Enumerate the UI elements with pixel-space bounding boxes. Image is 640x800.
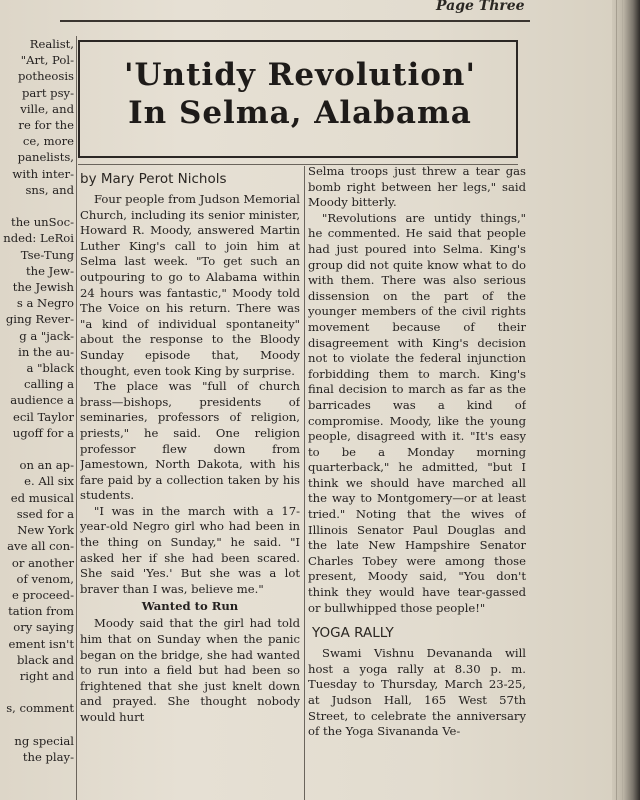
left-column-line: e proceed- <box>11 587 74 602</box>
left-column-line: black and <box>16 652 74 667</box>
left-column-line: in the au- <box>18 344 74 359</box>
article-paragraph: Four people from Judson Memorial Church, including its senior minister, Howard R. Moody, answered Martin Luther King's call to join him at Selma last week. "To get such an outpouring to go to Alabama within 24 hours was fantastic," Moody told The Voice on his return. There was "a kind of individual spontaneity" about the response to the Bloody Sunday episode that, Moody thought, even took King by surprise. <box>80 192 300 378</box>
left-column-line: audience a <box>10 393 74 408</box>
left-column-line <box>0 717 74 733</box>
left-column-line: the Jew- <box>25 263 74 278</box>
headline <box>80 56 520 132</box>
byline: by Mary Perot Nichols <box>80 171 227 187</box>
left-column-line: ement isn't <box>8 636 74 651</box>
right-column <box>308 164 526 800</box>
left-column-line: panelists, <box>17 150 74 165</box>
left-column-line: s a Negro <box>16 296 74 311</box>
left-column-line: ave all con- <box>7 539 74 554</box>
left-column-line: a "black <box>26 361 74 376</box>
headline-line-1: 'Untidy Revolution' <box>124 57 476 93</box>
subheading: Wanted to Run <box>141 599 239 614</box>
left-column-line: ging Rever- <box>5 312 74 327</box>
left-column-line: sns, and <box>25 182 74 197</box>
left-column-line: nded: LeRoi <box>3 231 74 246</box>
left-column-line: or another <box>11 555 74 570</box>
left-column-line: on an ap- <box>19 458 74 473</box>
left-column-line: ssed for a <box>16 506 74 521</box>
left-column-line: ory saying <box>13 620 74 635</box>
left-column-line: ville, and <box>20 101 74 116</box>
headline-line-2: In Selma, Alabama <box>128 95 472 131</box>
left-column <box>0 36 74 800</box>
left-column-line: Tse-Tung <box>20 247 74 262</box>
left-column-line: "Art, Pol- <box>20 53 74 68</box>
left-column-line: Realist, <box>29 37 74 51</box>
article-paragraph: "I was in the march with a 17-year-old Negro girl who had been in the thing on Sunday," he said. "I asked her if she had been scared. She said 'Yes.' But she was a lot braver than I was, believe me." <box>80 503 300 596</box>
article-paragraph: Selma troops just threw a tear gas bomb right between her legs," said Moody bitterly. <box>308 164 526 210</box>
left-column-line <box>0 198 74 214</box>
left-column-line: the play- <box>22 749 74 764</box>
column-rule-right <box>304 166 305 800</box>
section-title: YOGA RALLY <box>312 625 394 642</box>
left-column-line: ng special <box>14 733 74 748</box>
headline-box <box>78 40 518 158</box>
left-column-line <box>0 441 74 457</box>
left-column-line: of venom, <box>16 571 74 586</box>
left-column-line: New York <box>17 523 74 538</box>
left-column-line: with inter- <box>12 166 74 181</box>
left-column-line <box>0 684 74 700</box>
left-column-line: ugoff for a <box>12 425 74 440</box>
page-header: Page Three <box>436 0 525 14</box>
page-edge <box>612 0 640 800</box>
left-column-line: the Jewish <box>12 280 74 295</box>
left-column-line: right and <box>19 668 74 683</box>
left-column-line: s, comment <box>6 701 74 716</box>
left-column-line: ecil Taylor <box>13 409 74 424</box>
left-column-line: calling a <box>23 377 74 392</box>
left-column-line: part psy- <box>21 85 74 100</box>
left-column-line: potheosis <box>18 69 74 84</box>
header-rule <box>60 20 530 22</box>
middle-column <box>80 166 300 800</box>
left-column-line: g a "jack- <box>19 328 74 343</box>
left-column-line: tation from <box>8 604 74 619</box>
left-column-line: ed musical <box>10 490 74 505</box>
left-column-line: re for the <box>18 118 74 133</box>
column-rule-left <box>76 36 77 800</box>
article-paragraph: Moody said that the girl had told him that on Sunday when the panic began on the bridge, she had wanted to run into a field but had been so frightened that she just knelt down and prayed. She thought nobody would hurt <box>80 616 300 724</box>
article-paragraph: The place was "full of church brass—bishops, presidents of seminaries, professors of religion, priests," he said. One religion professor flew down from Jamestown, North Dakota, with his fare paid by a collection taken by his students. <box>80 379 300 503</box>
left-column-line: the unSoc- <box>11 215 74 230</box>
article-paragraph: "Revolutions are untidy things," he commented. He said that people had just poured into Selma. King's group did not quite know what to do with them. There was also serious dissension on the part of the younger members of the civil rights movement because of their disagreement with King's decision not to violate the federal injunction forbidding them to march. King's final decision to march as far as the barricades was a kind of compromise. Moody, like the young people, disagreed with it. "It's easy to be a Monday morning quarterback," he admitted, "but I think we should have marched all the way to Montgomery—or at least tried." Noting that the wives of Illinois Senator Paul Douglas and the late New Hampshire Senator Charles Tobey were among those present, Moody said, "You don't think they would have tear-gassed or bullwhipped those people!" <box>308 210 526 615</box>
left-column-line: e. All six <box>24 474 74 489</box>
article-paragraph: Swami Vishnu Devananda will host a yoga rally at 8.30 p. m. Tuesday to Thursday, March 23-25, at Judson Hall, 165 West 57th Street, to celebrate the anniversary of the Yoga Sivananda Ve- <box>308 646 526 739</box>
left-column-line: ce, more <box>22 134 74 149</box>
